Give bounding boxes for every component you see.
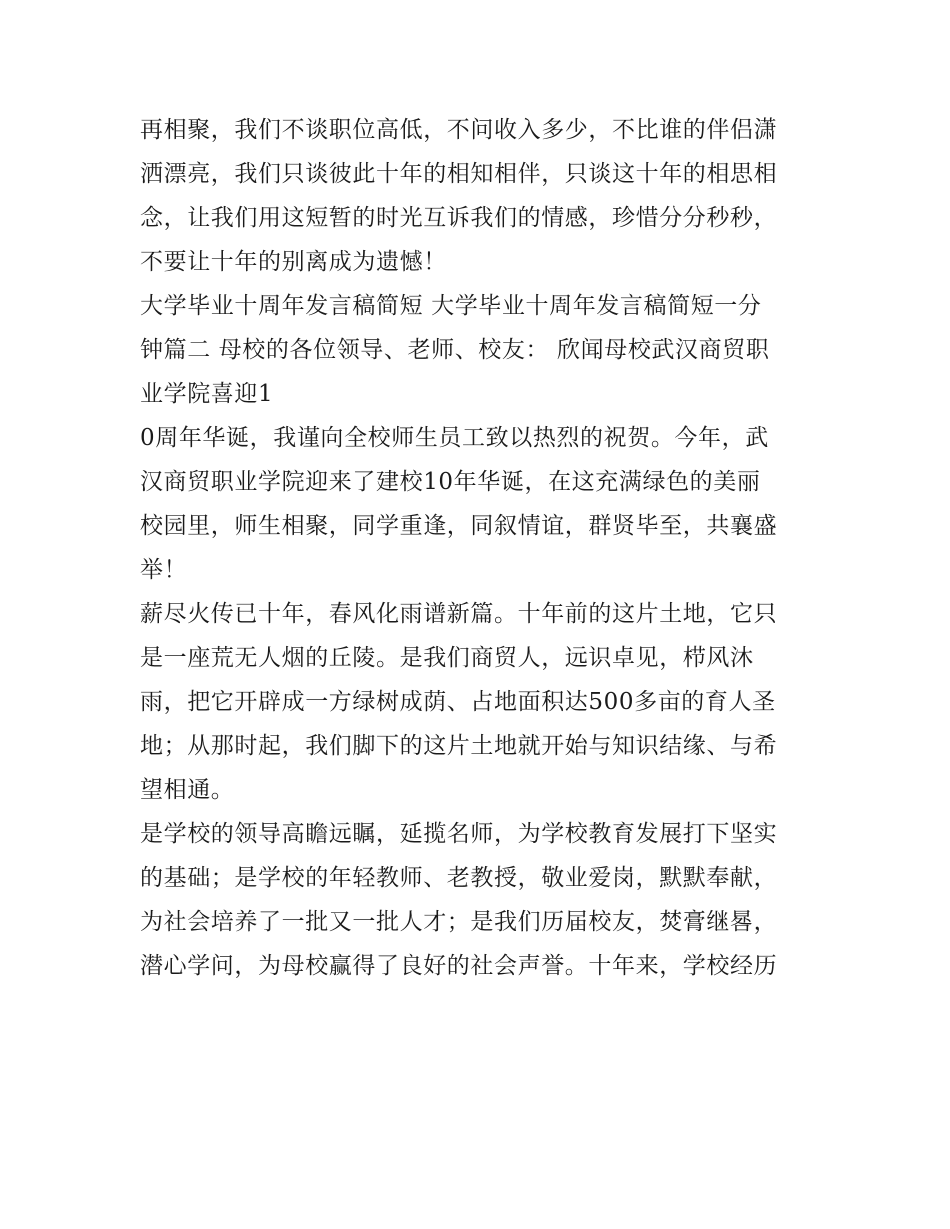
text-line: 业学院喜迎1 xyxy=(140,381,274,407)
text-line: 0周年华诞，我谨向全校师生员工致以热烈的祝贺。今年，武 xyxy=(140,425,769,451)
text-line: 雨，把它开辟成一方绿树成荫、占地面积达500多亩的育人圣 xyxy=(140,689,776,715)
text-line: 不要让十年的别离成为遗憾！ xyxy=(140,249,447,275)
text-line: 薪尽火传已十年，春风化雨谱新篇。十年前的这片土地，它只 xyxy=(140,601,778,627)
text-line: 大学毕业十周年发言稿简短 大学毕业十周年发言稿简短一分 xyxy=(140,293,762,319)
text-line: 望相通。 xyxy=(140,777,235,803)
text-line: 是一座荒无人烟的丘陵。是我们商贸人，远识卓见，栉风沐 xyxy=(140,645,754,671)
text-line: 念，让我们用这短暂的时光互诉我们的情感，珍惜分分秒秒， xyxy=(140,205,778,231)
text-line: 举！ xyxy=(140,557,188,583)
text-line: 为社会培养了一批又一批人才；是我们历届校友，焚膏继晷， xyxy=(140,909,778,935)
document-body xyxy=(140,108,815,988)
text-line: 钟篇二 母校的各位领导、老师、校友： 欣闻母校武汉商贸职 xyxy=(140,337,770,363)
text-line: 是学校的领导高瞻远瞩，延揽名师，为学校教育发展打下坚实 xyxy=(140,821,778,847)
text-line: 再相聚，我们不谈职位高低，不问收入多少，不比谁的伴侣潇 xyxy=(140,117,778,143)
text-line: 校园里，师生相聚，同学重逢，同叙情谊，群贤毕至，共襄盛 xyxy=(140,513,778,539)
text-line: 洒漂亮，我们只谈彼此十年的相知相伴，只谈这十年的相思相 xyxy=(140,161,778,187)
text-line: 的基础；是学校的年轻教师、老教授，敬业爱岗，默默奉献， xyxy=(140,865,778,891)
text-line: 汉商贸职业学院迎来了建校10年华诞，在这充满绿色的美丽 xyxy=(140,469,761,495)
text-line: 地；从那时起，我们脚下的这片土地就开始与知识结缘、与希 xyxy=(140,733,778,759)
text-line: 潜心学问，为母校赢得了良好的社会声誉。十年来，学校经历 xyxy=(140,953,778,979)
